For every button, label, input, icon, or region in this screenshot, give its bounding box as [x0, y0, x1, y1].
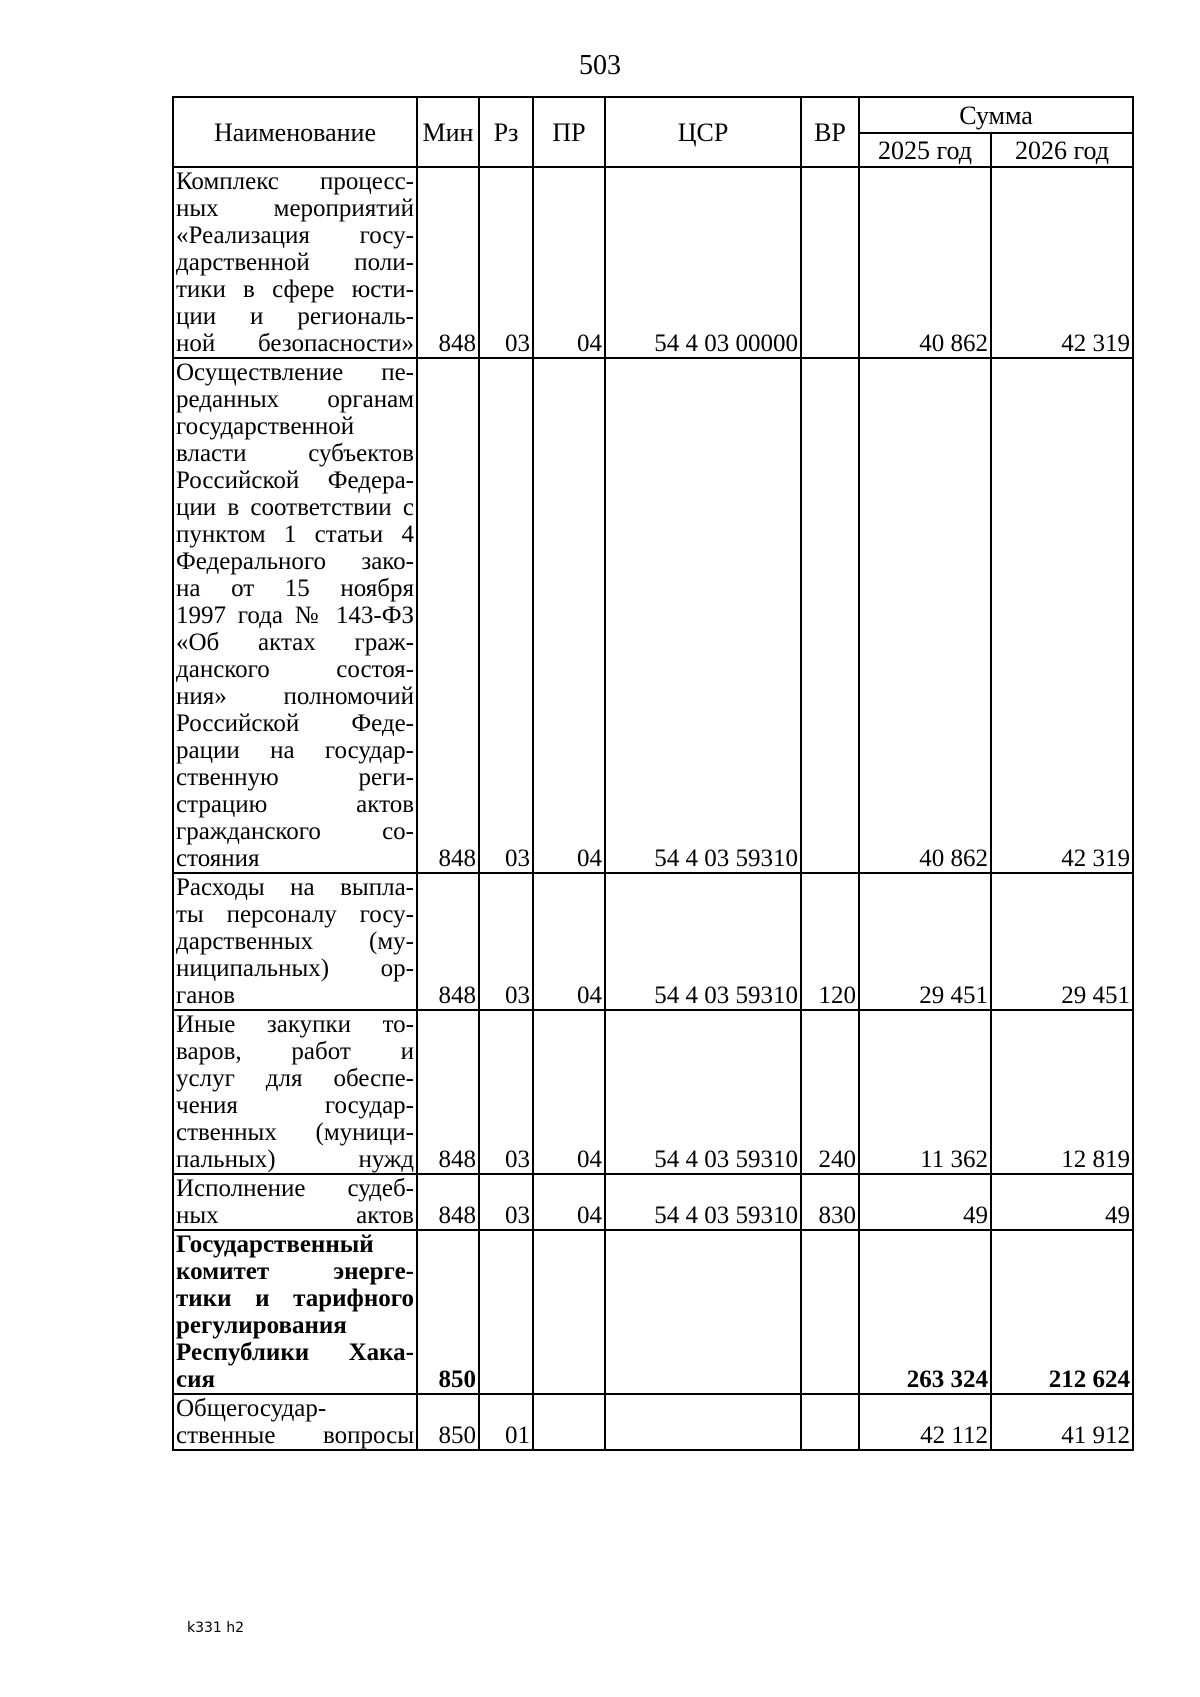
row-csr: 54 4 03 59310 [605, 358, 801, 873]
row-name-cell [173, 1230, 417, 1394]
row-sum-2025: 11 362 [859, 1010, 991, 1174]
row-vr [801, 167, 859, 358]
row-name-line: услуг для обеспе- [176, 1065, 414, 1092]
row-rz [479, 1230, 533, 1394]
row-sum-2025: 40 862 [859, 167, 991, 358]
row-csr [605, 1394, 801, 1450]
row-sum-2026: 42 319 [991, 167, 1133, 358]
row-sum-2025: 40 862 [859, 358, 991, 873]
row-sum-2025: 263 324 [859, 1230, 991, 1394]
row-vr: 240 [801, 1010, 859, 1174]
row-sum-2025: 42 112 [859, 1394, 991, 1450]
row-name-line: рации на государ- [176, 737, 414, 764]
row-name-line: варов, работ и [176, 1038, 414, 1065]
row-name-cell [173, 167, 417, 358]
row-csr: 54 4 03 59310 [605, 873, 801, 1010]
row-name-line: Общегосудар- [176, 1395, 327, 1422]
row-name-line: на от 15 ноября [176, 575, 414, 602]
row-name-line: пальных) нужд [176, 1146, 414, 1173]
row-name-line: пунктом 1 статьи 4 [176, 521, 414, 548]
header-name: Наименование [173, 97, 417, 167]
row-pr [533, 1230, 605, 1394]
row-vr [801, 1394, 859, 1450]
row-name-line: дарственных (му- [176, 928, 414, 955]
row-csr: 54 4 03 59310 [605, 1010, 801, 1174]
row-name-line: ганов [176, 982, 236, 1009]
row-name-line: сия [176, 1366, 216, 1393]
row-sum-2026: 212 624 [991, 1230, 1133, 1394]
row-name-line: ции в соответствии с [176, 494, 414, 521]
row-name-line: данского состоя- [176, 656, 414, 683]
row-sum-2026: 42 319 [991, 358, 1133, 873]
table-row [173, 358, 1133, 873]
table-header [173, 97, 1133, 167]
row-name-cell [173, 1010, 417, 1174]
row-name-line: Государственный [176, 1231, 374, 1258]
row-vr [801, 358, 859, 873]
row-pr: 04 [533, 1174, 605, 1230]
row-name-line: ственную реги- [176, 764, 414, 791]
row-name-line: Осуществление пе- [176, 359, 414, 386]
row-name-cell [173, 1174, 417, 1230]
row-name-line: тики в сфере юсти- [176, 276, 414, 303]
header-min: Мин [417, 97, 479, 167]
row-pr: 04 [533, 358, 605, 873]
row-name-line: Исполнение судеб- [176, 1175, 414, 1202]
row-name [176, 359, 414, 872]
row-name-cell [173, 358, 417, 873]
row-name-line: ниципальных) ор- [176, 955, 414, 982]
row-name-line: дарственной поли- [176, 249, 414, 276]
row-name-line: ных мероприятий [176, 195, 414, 222]
row-name-line: ции и региональ- [176, 303, 414, 330]
table-body [173, 167, 1133, 1450]
table-row [173, 1394, 1133, 1450]
row-name-cell [173, 1394, 417, 1450]
table-row [173, 1010, 1133, 1174]
table-row [173, 873, 1133, 1010]
table-row [173, 167, 1133, 358]
row-name [176, 1175, 414, 1229]
header-csr: ЦСР [605, 97, 801, 167]
row-sum-2025: 29 451 [859, 873, 991, 1010]
row-rz: 03 [479, 167, 533, 358]
row-rz: 03 [479, 873, 533, 1010]
row-pr [533, 1394, 605, 1450]
row-name-line: ния» полномочий [176, 683, 414, 710]
header-rz: Рз [479, 97, 533, 167]
row-min: 848 [417, 873, 479, 1010]
row-rz: 03 [479, 1174, 533, 1230]
row-name-line: «Реализация госу- [176, 222, 414, 249]
header-pr: ПР [533, 97, 605, 167]
row-csr [605, 1230, 801, 1394]
row-rz: 03 [479, 358, 533, 873]
row-vr [801, 1230, 859, 1394]
row-min: 848 [417, 1010, 479, 1174]
row-name-line: ственных (муници- [176, 1119, 414, 1146]
row-csr: 54 4 03 00000 [605, 167, 801, 358]
row-min: 850 [417, 1394, 479, 1450]
row-name [176, 874, 414, 1009]
table-row [173, 1230, 1133, 1394]
table-row [173, 1174, 1133, 1230]
footer-code: k331 h2 [187, 1620, 245, 1636]
row-name-line: Расходы на выпла- [176, 874, 414, 901]
row-vr: 830 [801, 1174, 859, 1230]
row-name-line: Комплекс процесс- [176, 168, 414, 195]
row-name-line: гражданского со- [176, 818, 414, 845]
header-year-2026: 2026 год [991, 133, 1133, 167]
header-sum: Сумма [859, 97, 1133, 133]
row-min: 848 [417, 167, 479, 358]
row-name-line: Иные закупки то- [176, 1011, 414, 1038]
row-name-line: Республики Хака- [176, 1339, 414, 1366]
row-rz: 01 [479, 1394, 533, 1450]
row-name-line: «Об актах граж- [176, 629, 414, 656]
row-name-line: чения государ- [176, 1092, 414, 1119]
row-min: 848 [417, 1174, 479, 1230]
row-min: 848 [417, 358, 479, 873]
row-name-line: Российской Феде- [176, 710, 414, 737]
row-vr: 120 [801, 873, 859, 1010]
row-name-line: тики и тарифного [176, 1285, 414, 1312]
row-name-line: реданных органам [176, 386, 414, 413]
page-number: 503 [579, 50, 621, 81]
row-csr: 54 4 03 59310 [605, 1174, 801, 1230]
row-name-line: ственные вопросы [176, 1422, 414, 1449]
row-name [176, 1231, 414, 1393]
row-name-line: 1997 года № 143-ФЗ [176, 602, 414, 629]
row-pr: 04 [533, 873, 605, 1010]
header-year-2025: 2025 год [859, 133, 991, 167]
row-pr: 04 [533, 1010, 605, 1174]
row-sum-2026: 12 819 [991, 1010, 1133, 1174]
row-name-line: ных актов [176, 1202, 414, 1229]
row-name-line: ты персоналу госу- [176, 901, 414, 928]
row-name-line: регулирования [176, 1312, 347, 1339]
row-name-line: комитет энерге- [176, 1258, 414, 1285]
row-min: 850 [417, 1230, 479, 1394]
row-name-line: власти субъектов [176, 440, 414, 467]
row-name-line: Российской Федера- [176, 467, 414, 494]
budget-table [172, 96, 1134, 1451]
header-vr: ВР [801, 97, 859, 167]
row-name [176, 1395, 414, 1449]
row-name-cell [173, 873, 417, 1010]
row-name-line: государственной [176, 413, 355, 440]
row-name-line: страцию актов [176, 791, 414, 818]
row-name-line: стояния [176, 845, 260, 872]
row-name [176, 168, 414, 357]
row-name [176, 1011, 414, 1173]
row-sum-2026: 41 912 [991, 1394, 1133, 1450]
row-name-line: ной безопасности» [176, 330, 414, 357]
row-sum-2026: 29 451 [991, 873, 1133, 1010]
row-pr: 04 [533, 167, 605, 358]
row-rz: 03 [479, 1010, 533, 1174]
row-sum-2025: 49 [859, 1174, 991, 1230]
row-sum-2026: 49 [991, 1174, 1133, 1230]
row-name-line: Федерального зако- [176, 548, 414, 575]
